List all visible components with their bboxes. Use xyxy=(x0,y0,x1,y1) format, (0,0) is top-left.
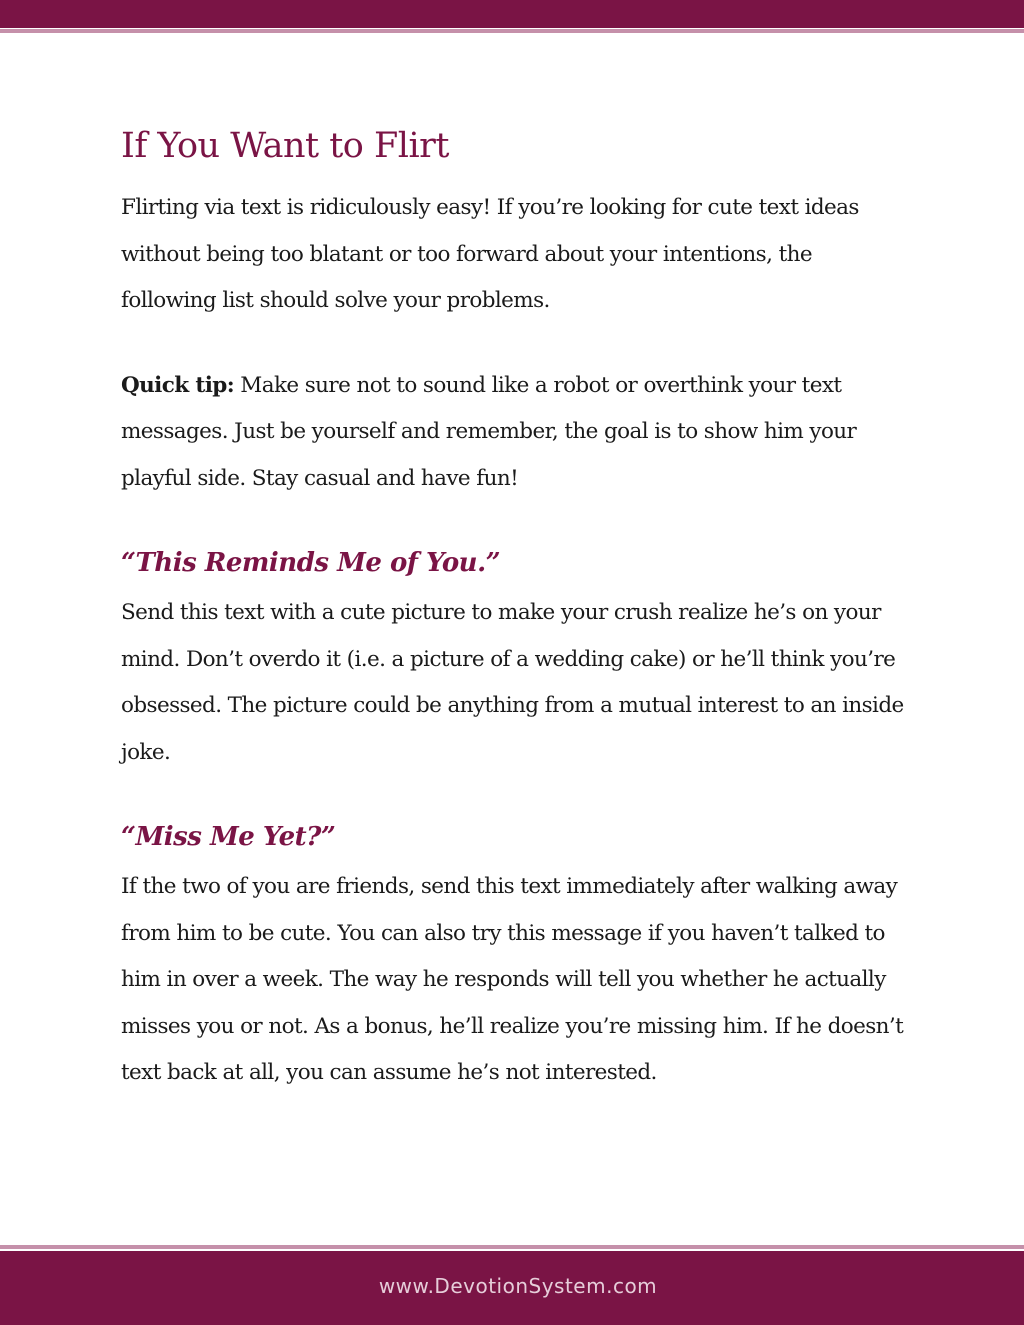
section-heading-reminds-me: “This Reminds Me of You.” xyxy=(121,548,501,578)
footer-website-url: www.DevotionSystem.com xyxy=(378,1274,658,1298)
section-heading-miss-me-yet: “Miss Me Yet?” xyxy=(121,822,336,852)
main-content xyxy=(121,118,911,1097)
header-rule xyxy=(0,29,1024,33)
quick-tip-text: Make sure not to sound like a robot or overthink your text messages. Just be yourself and remember, the goal is to show him your playful side. Stay casual and have fun! xyxy=(121,372,857,491)
footer-rule xyxy=(0,1245,1024,1249)
quick-tip-label: Quick tip: xyxy=(121,372,235,398)
section-body-miss-me-yet: If the two of you are friends, send this text immediately after walking away from him to be cute. You can also try this message if you haven’t talked to him in over a week. The way he responds will tell you whether he actually misses you or not. As a bonus, he’ll realize you’re missing him. If he doesn’t text back at all, you can assume he’s not interested. xyxy=(121,874,904,1085)
header-bar xyxy=(0,0,1024,28)
quick-tip-paragraph xyxy=(121,363,911,503)
intro-paragraph: Flirting via text is ridiculously easy! If you’re looking for cute text ideas without being too blatant or too forward about your intentions, the following list should solve your problems. xyxy=(121,195,859,313)
page-title: If You Want to Flirt xyxy=(121,126,449,166)
section-body-reminds-me: Send this text with a cute picture to make your crush realize he’s on your mind. Don’t overdo it (i.e. a picture of a wedding cake) or he’ll think you’re obsessed. The picture could be anything from a mutual interest to an inside joke. xyxy=(121,600,904,765)
